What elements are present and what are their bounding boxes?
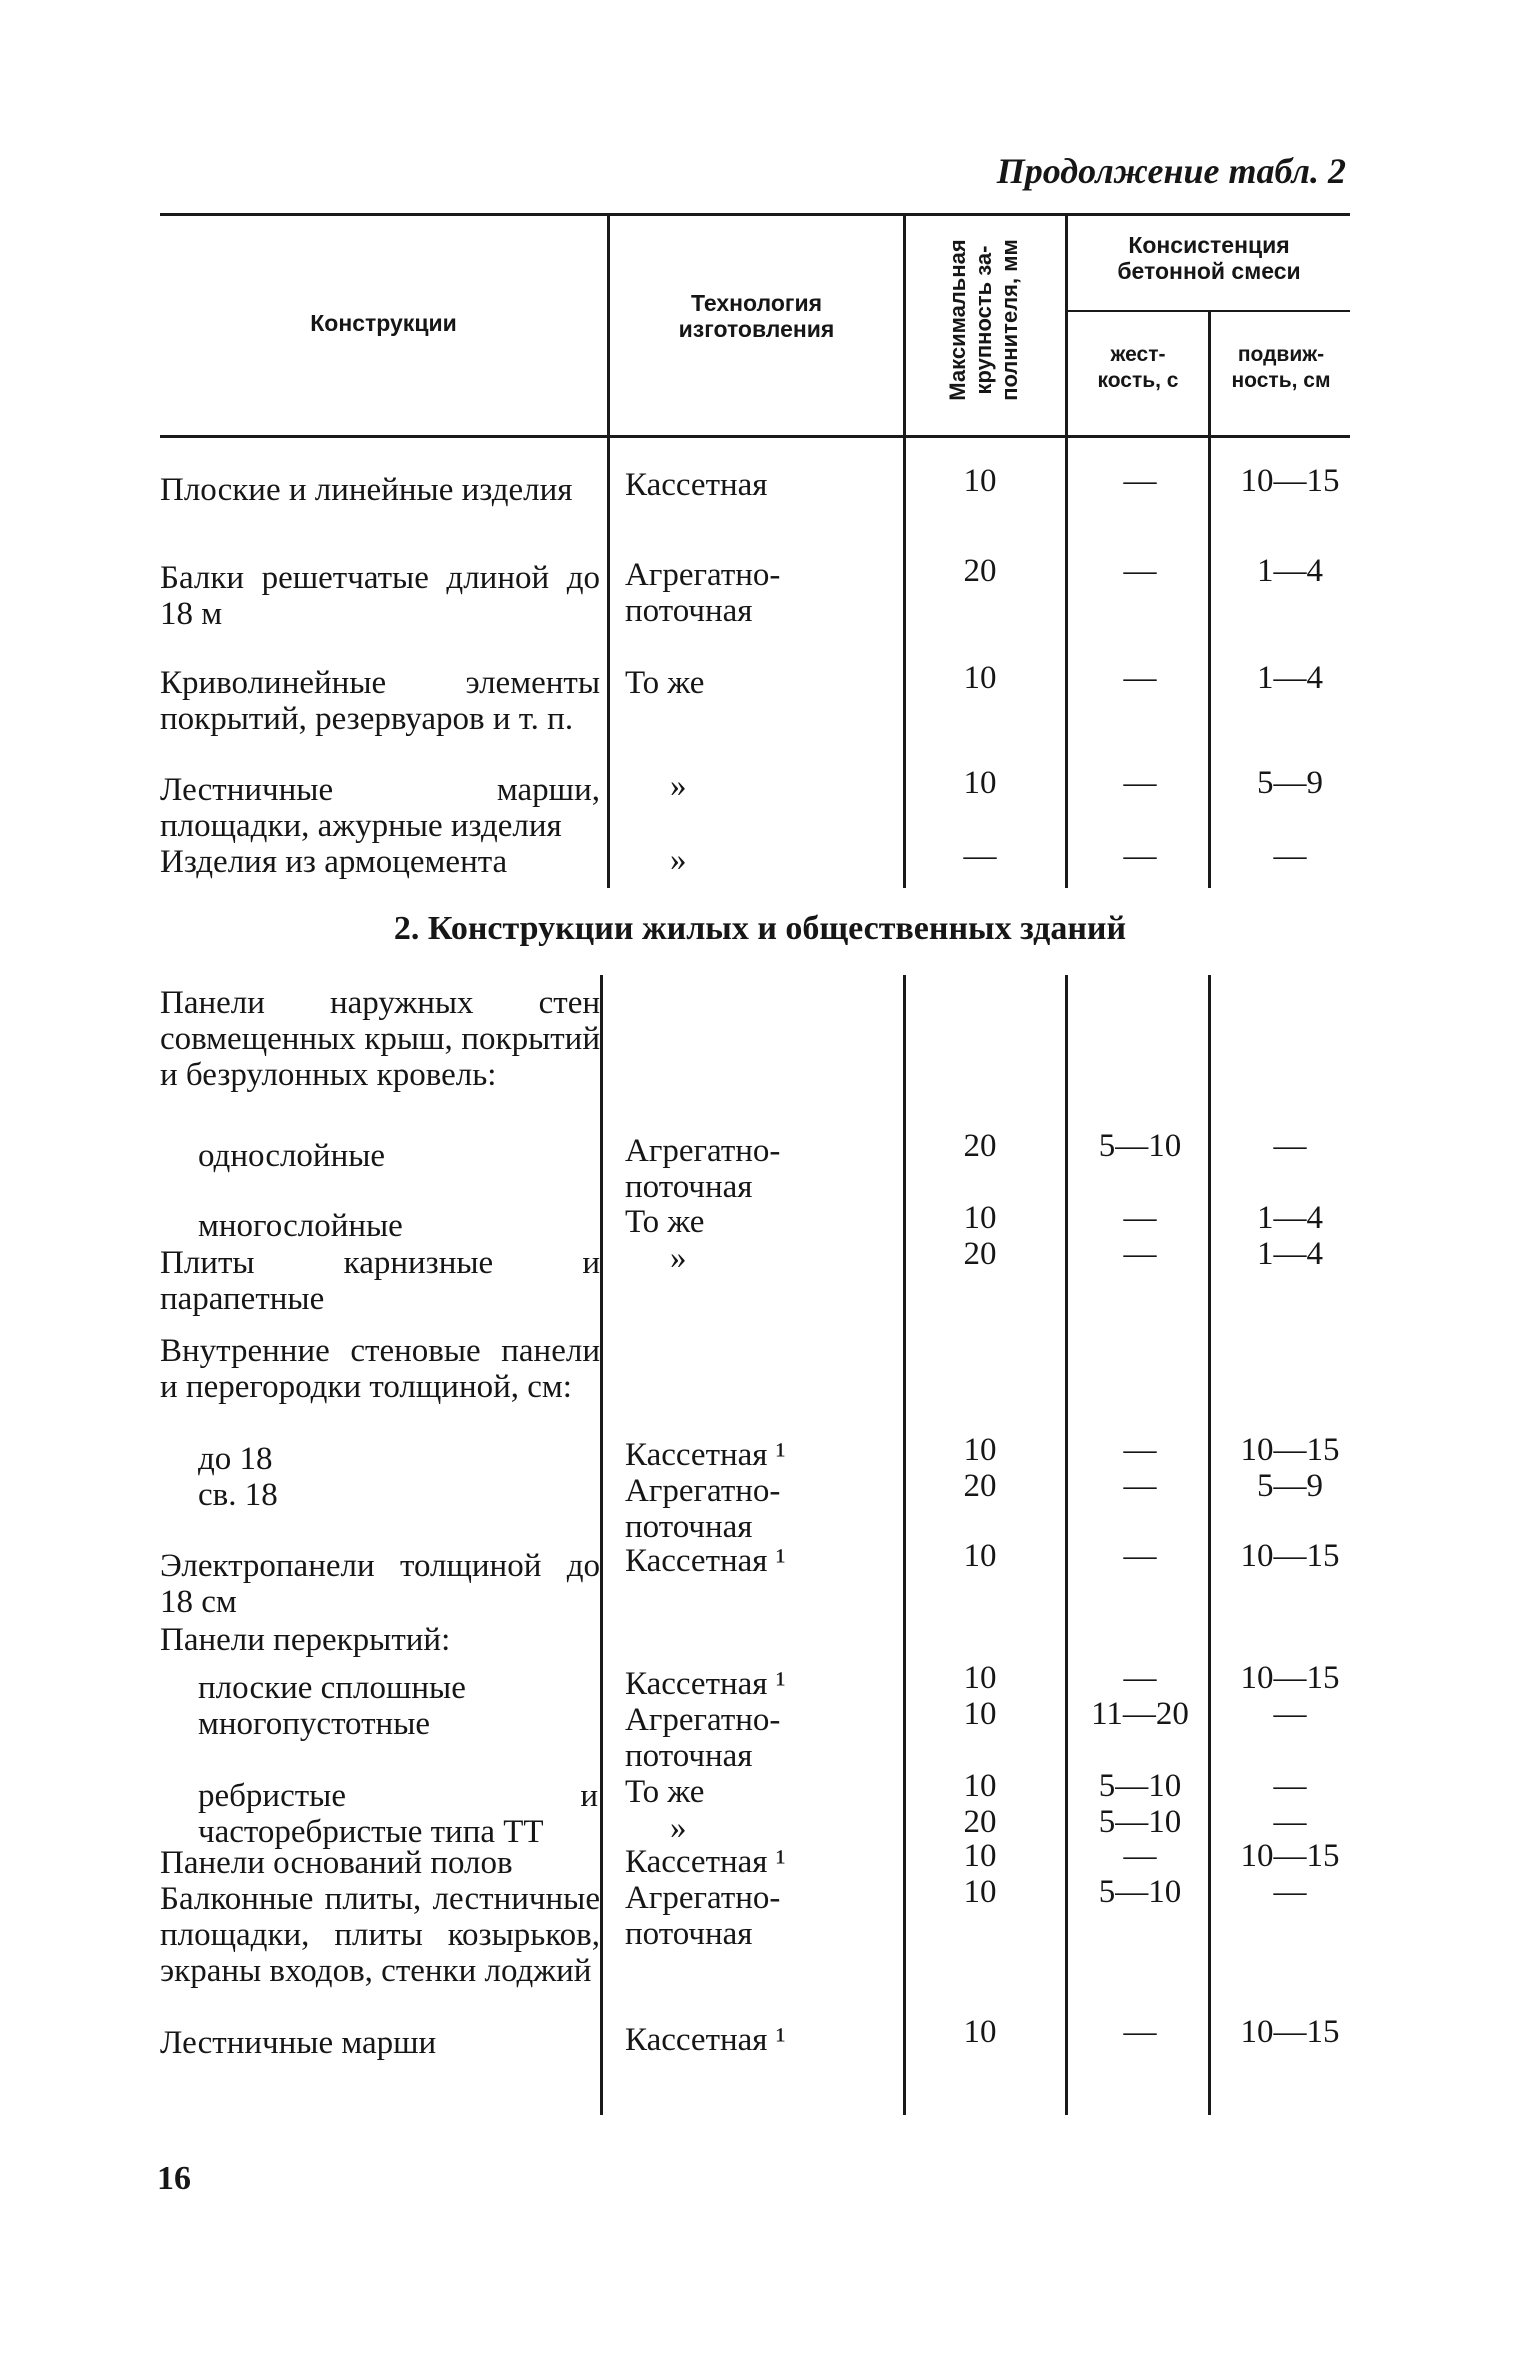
row-aggregate: 10 xyxy=(963,1200,997,1236)
row-technology: Кассетная ¹ xyxy=(625,2022,786,2058)
col-divider-3 xyxy=(1065,213,1068,888)
row-stiffness: — xyxy=(1123,553,1157,589)
row-stiffness: — xyxy=(1123,1200,1157,1236)
row-mobility: 1—4 xyxy=(1257,1200,1323,1236)
row-construction: Плиты карнизные и парапетные xyxy=(160,1245,600,1317)
row-construction: Балки решетчатые длиной до 18 м xyxy=(160,560,600,632)
row-stiffness: 5—10 xyxy=(1098,1768,1182,1804)
header-stiffness-line1: жест- xyxy=(1110,343,1166,366)
page-number: 16 xyxy=(157,2160,191,2197)
row-construction: св. 18 xyxy=(198,1477,278,1513)
row-stiffness: 5—10 xyxy=(1098,1128,1182,1164)
row-technology: » xyxy=(670,768,687,804)
row-technology: Агрегатно-поточная xyxy=(625,1133,781,1205)
col-divider-3-lower xyxy=(1065,975,1068,2115)
row-technology: Агрегатно-поточная xyxy=(625,557,781,629)
row-aggregate: 20 xyxy=(963,1128,997,1164)
row-aggregate: 10 xyxy=(963,660,997,696)
header-mobility xyxy=(1211,342,1351,394)
row-technology: То же xyxy=(625,665,705,701)
header-consistency xyxy=(1068,232,1350,284)
row-mobility: 10—15 xyxy=(1240,1660,1340,1696)
row-technology: То же xyxy=(625,1204,705,1240)
row-aggregate: 10 xyxy=(963,1696,997,1732)
row-stiffness: — xyxy=(1123,838,1157,874)
row-construction: однослойные xyxy=(198,1138,386,1174)
row-mobility: 5—9 xyxy=(1257,765,1323,801)
row-technology: Кассетная xyxy=(625,467,768,503)
row-stiffness: — xyxy=(1123,1660,1157,1696)
row-aggregate: 20 xyxy=(963,1804,997,1840)
row-construction: Лестничные марши xyxy=(160,2025,437,2061)
row-construction: Внутренние стеновые панели и перегородки толщиной, см: xyxy=(160,1333,600,1405)
row-stiffness: — xyxy=(1123,1538,1157,1574)
row-construction: Плоские и линейные изделия xyxy=(160,472,573,508)
row-technology: Кассетная ¹ xyxy=(625,1666,786,1702)
row-technology: Кассетная ¹ xyxy=(625,1437,786,1473)
row-technology: Агрегатно-поточная xyxy=(625,1880,781,1952)
row-construction: Панели оснований полов xyxy=(160,1845,513,1881)
section-title: 2. Конструкции жилых и общественных зданий xyxy=(393,910,1127,947)
header-mobility-line1: подвиж- xyxy=(1237,343,1325,366)
header-aggregate-size xyxy=(945,220,1023,420)
row-mobility: — xyxy=(1273,1128,1307,1164)
continuation-caption: Продолжение табл. 2 xyxy=(996,151,1346,191)
row-construction: Криволинейные элементы покрытий, резервуаров и т. п. xyxy=(160,665,600,737)
header-mobility-line2: ность, см xyxy=(1231,369,1331,392)
row-mobility: — xyxy=(1273,838,1307,874)
row-aggregate: 10 xyxy=(963,1768,997,1804)
row-technology: » xyxy=(670,1240,687,1276)
row-aggregate: 10 xyxy=(963,2014,997,2050)
row-stiffness: — xyxy=(1123,1468,1157,1504)
row-stiffness: — xyxy=(1123,463,1157,499)
row-technology: То же xyxy=(625,1774,705,1810)
row-aggregate: 20 xyxy=(963,1468,997,1504)
row-aggregate: — xyxy=(963,838,997,874)
row-mobility: 1—4 xyxy=(1257,660,1323,696)
row-construction: Изделия из армоцемента xyxy=(160,844,508,880)
row-stiffness: 11—20 xyxy=(1091,1696,1189,1732)
row-technology: » xyxy=(670,842,687,878)
row-stiffness: — xyxy=(1123,1236,1157,1272)
header-technology-line2: изготовления xyxy=(678,316,835,342)
row-construction: Панели наружных стен совмещенных крыш, покрытий и безрулонных кровель: xyxy=(160,985,600,1093)
header-stiffness xyxy=(1068,342,1208,394)
header-consistency-line1: Консистенция xyxy=(1128,232,1290,258)
row-stiffness: — xyxy=(1123,660,1157,696)
header-technology-line1: Технология xyxy=(690,290,823,316)
table-top-rule xyxy=(160,213,1350,216)
row-mobility: — xyxy=(1273,1768,1307,1804)
row-construction: Лестничные марши, площадки, ажурные изделия xyxy=(160,772,600,844)
row-aggregate: 20 xyxy=(963,553,997,589)
row-construction: Панели перекрытий: xyxy=(160,1622,451,1658)
row-technology: Агрегатно-поточная xyxy=(625,1702,781,1774)
row-construction: до 18 xyxy=(198,1441,273,1477)
row-mobility: — xyxy=(1273,1696,1307,1732)
header-aggregate-line1: Максимальная xyxy=(945,239,970,401)
row-aggregate: 10 xyxy=(963,463,997,499)
row-mobility: — xyxy=(1273,1804,1307,1840)
row-stiffness: — xyxy=(1123,1432,1157,1468)
row-aggregate: 10 xyxy=(963,765,997,801)
header-technology xyxy=(610,290,903,342)
row-aggregate: 10 xyxy=(963,1432,997,1468)
col-divider-1-lower xyxy=(600,975,603,2115)
row-aggregate: 10 xyxy=(963,1838,997,1874)
row-aggregate: 20 xyxy=(963,1236,997,1272)
row-technology: Агрегатно-поточная xyxy=(625,1473,781,1545)
row-technology: Кассетная ¹ xyxy=(625,1543,786,1579)
row-stiffness: — xyxy=(1123,2014,1157,2050)
row-mobility: 10—15 xyxy=(1240,463,1340,499)
row-construction: ребристые и часторебристые типа ТТ xyxy=(198,1778,598,1850)
row-mobility: 5—9 xyxy=(1257,1468,1323,1504)
row-technology: » xyxy=(670,1810,687,1846)
row-construction: Балконные плиты, лестничные площадки, плиты козырьков, экраны входов, стенки лоджий xyxy=(160,1881,600,1989)
row-aggregate: 10 xyxy=(963,1538,997,1574)
row-mobility: 10—15 xyxy=(1240,1838,1340,1874)
row-mobility: 10—15 xyxy=(1240,1432,1340,1468)
row-stiffness: — xyxy=(1123,765,1157,801)
header-consistency-line2: бетонной смеси xyxy=(1117,258,1301,284)
header-aggregate-line3: полнителя, мм xyxy=(997,239,1022,401)
row-mobility: 10—15 xyxy=(1240,1538,1340,1574)
row-mobility: — xyxy=(1273,1874,1307,1910)
row-mobility: 1—4 xyxy=(1257,553,1323,589)
row-construction: многопустотные xyxy=(198,1706,431,1742)
row-construction: Электропанели толщиной до 18 см xyxy=(160,1548,600,1620)
header-bottom-rule xyxy=(160,435,1350,438)
header-constructions: Конструкции xyxy=(310,310,457,336)
row-aggregate: 10 xyxy=(963,1660,997,1696)
row-aggregate: 10 xyxy=(963,1874,997,1910)
row-mobility: 10—15 xyxy=(1240,2014,1340,2050)
header-aggregate-line2: крупность за- xyxy=(971,245,996,395)
col-divider-4 xyxy=(1208,310,1211,888)
row-stiffness: 5—10 xyxy=(1098,1804,1182,1840)
row-stiffness: 5—10 xyxy=(1098,1874,1182,1910)
header-stiffness-line2: кость, с xyxy=(1097,369,1179,392)
row-technology: Кассетная ¹ xyxy=(625,1844,786,1880)
row-construction: плоские сплошные xyxy=(198,1670,466,1706)
row-stiffness: — xyxy=(1123,1838,1157,1874)
row-mobility: 1—4 xyxy=(1257,1236,1323,1272)
row-construction: многослойные xyxy=(198,1208,403,1244)
